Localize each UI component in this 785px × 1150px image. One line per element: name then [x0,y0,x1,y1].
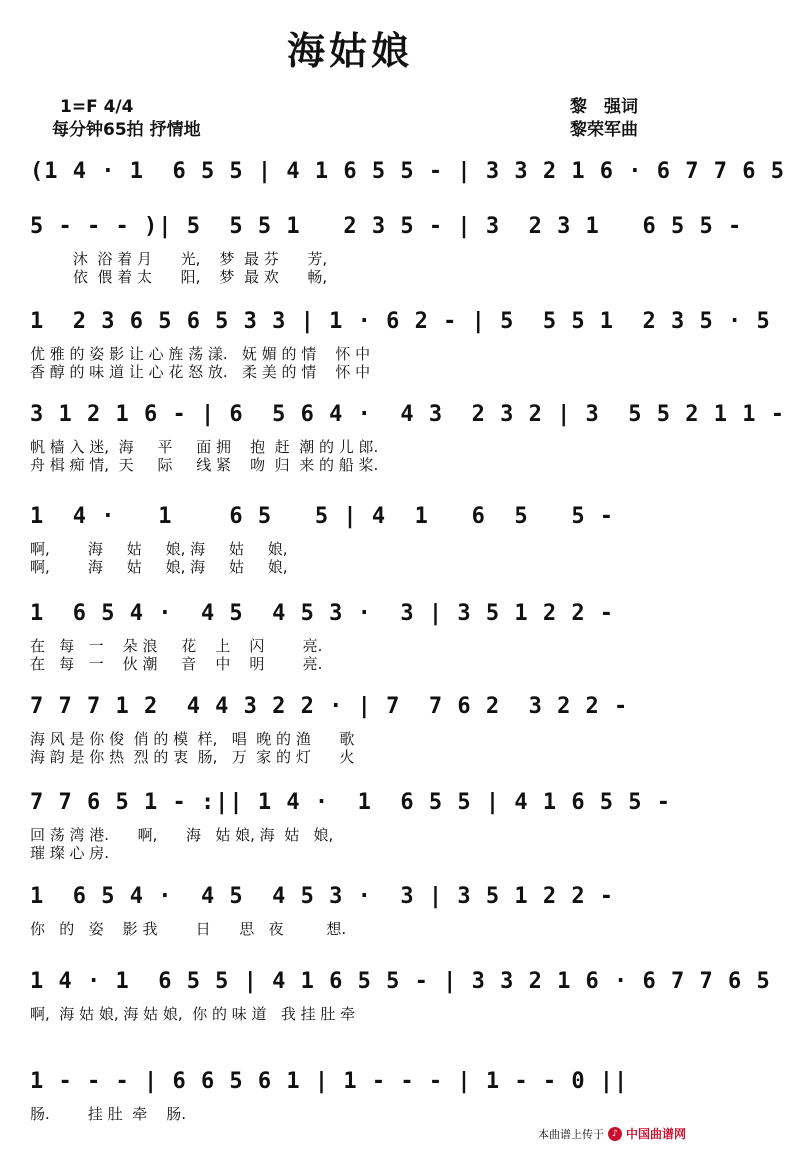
lyrics-verse-1: 你 的 姿 影 我 日 思 夜 想. [30,920,347,938]
lyrics-verse-1: 肠. 挂 肚 牵 肠. [30,1105,187,1123]
lyrics-verse-2: 啊, 海 姑 娘, 海 姑 娘, [30,558,288,576]
notation-line: 1 6 5 4 · 4 5 4 5 3 · 3 | 3 5 1 2 2 - [30,601,615,626]
lyrics-verse-2 [30,938,680,956]
lyrics-verse-2: 舟 楫 痴 情, 天 际 线 紧 吻 归 来 的 船 桨. [30,456,379,474]
upload-credit [538,1125,686,1142]
notation-line: 5 - - - )| 5 5 5 1 2 3 5 - | 3 2 3 1 6 5 5 - [30,214,743,239]
lyrics-verse-1: 啊, 海 姑 娘, 海 姑 娘, 你 的 味 道 我 挂 肚 牵 [30,1005,356,1023]
site-name-link[interactable]: 中国曲谱网 [625,1127,686,1141]
page-title: 海姑娘 [286,28,413,73]
lyrics-verse-1: 沐 浴 着 月 光, 梦 最 芬 芳, [30,250,328,268]
lyrics-verse-1: 在 每 一 朵 浪 花 上 闪 亮. [30,637,323,655]
lyricist-credit: 黎 强词 [570,97,638,117]
site-logo-icon: ♪ [608,1127,622,1141]
lyrics-verse-2: 香 醇 的 味 道 让 心 花 怒 放. 柔 美 的 情 怀 中 [30,363,371,381]
lyrics-verse-1: 啊, 海 姑 娘, 海 姑 娘, [30,540,288,558]
lyrics-verse-2: 海 韵 是 你 热 烈 的 衷 肠, 万 家 的 灯 火 [30,748,355,766]
lyrics-verse-2: 璀 璨 心 房. [30,844,110,862]
lyrics-verse-1: 帆 樯 入 迷, 海 平 面 拥 抱 赶 潮 的 儿 郎. [30,438,379,456]
lyrics-verse-1: 回 荡 湾 港. 啊, 海 姑 娘, 海 姑 娘, [30,826,334,844]
upload-credit-text: 本曲谱上传于 [537,1127,604,1141]
notation-line: 1 - - - | 6 6 5 6 1 | 1 - - - | 1 - - 0 || [30,1069,629,1094]
notation-line: 3 1 2 1 6 - | 6 5 6 4 · 4 3 2 3 2 | 3 5 5 2 1 1 - [30,402,785,427]
notation-line: (1 4 · 1 6 5 5 | 4 1 6 5 5 - | 3 3 2 1 6 · 6 7 7 6 5 [30,159,785,184]
notation-line: 1 4 · 1 6 5 5 | 4 1 6 5 5 - [30,504,615,529]
notation-line: 7 7 7 1 2 4 4 3 2 2 · | 7 7 6 2 3 2 2 - [30,694,629,719]
key-time-signature: 1=F 4/4 [60,97,134,117]
tempo-mood: 每分钟65拍 抒情地 [52,120,201,140]
notation-line: 1 6 5 4 · 4 5 4 5 3 · 3 | 3 5 1 2 2 - [30,884,615,909]
notation-line: 1 4 · 1 6 5 5 | 4 1 6 5 5 - | 3 3 2 1 6 · 6 7 7 6 5 [30,969,771,994]
lyrics-verse-1: 优 雅 的 姿 影 让 心 旌 荡 漾. 妩 媚 的 情 怀 中 [30,345,371,363]
notation-line: 1 2 3 6 5 6 5 3 3 | 1 · 6 2 - | 5 5 5 1 2 3 5 · 5 [30,309,771,334]
lyrics-verse-2: 在 每 一 伙 潮 音 中 明 亮. [30,655,323,673]
lyrics-verse-2 [30,1023,680,1041]
lyrics-verse-1: 海 风 是 你 俊 俏 的 模 样, 唱 晚 的 渔 歌 [30,730,355,748]
lyrics-verse-2: 依 偎 着 太 阳, 梦 最 欢 畅, [30,268,328,286]
composer-credit: 黎荣军曲 [570,120,638,140]
notation-line: 7 7 6 5 1 - :|| 1 4 · 1 6 5 5 | 4 1 6 5 5 - [30,790,672,815]
